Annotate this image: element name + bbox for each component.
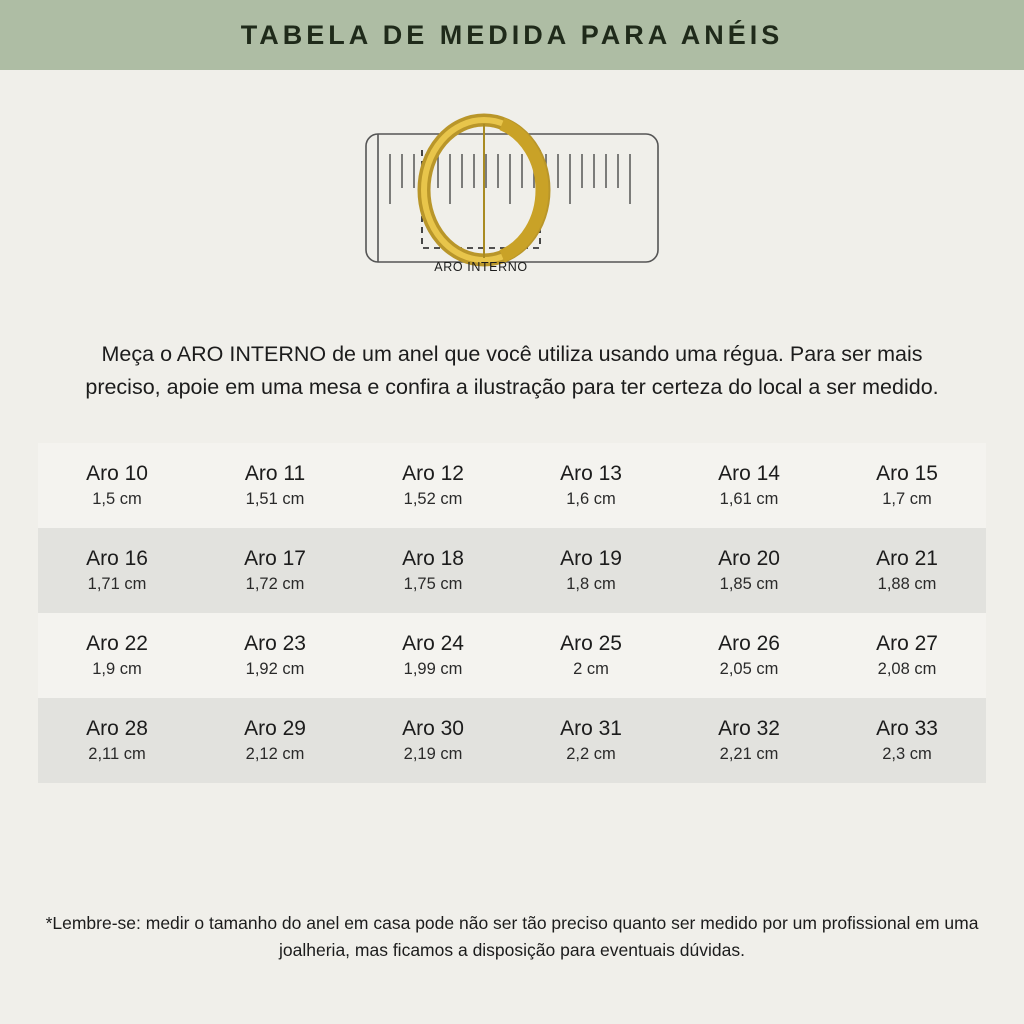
size-value: 1,99 cm [403,659,463,678]
size-value: 1,6 cm [566,489,616,508]
size-cell [38,528,196,613]
size-name: Aro 18 [402,546,464,570]
size-value: 1,7 cm [882,489,932,508]
page-title: TABELA DE MEDIDA PARA ANÉIS [240,19,784,50]
size-value: 2,08 cm [877,659,937,678]
size-name: Aro 29 [244,716,306,740]
size-cell [354,698,512,783]
size-value: 2 cm [573,659,609,678]
size-name: Aro 33 [876,716,938,740]
instruction-text: Meça o ARO INTERNO de um anel que você utiliza usando uma régua. Para ser mais preciso, apoie em uma mesa e confira a ilustração para ter certeza do local a ser medido. [85,342,939,400]
size-name: Aro 25 [560,631,622,655]
size-name: Aro 26 [718,631,780,655]
size-value: 2,19 cm [403,744,463,763]
size-value: 1,71 cm [87,574,147,593]
size-cell [512,443,670,528]
size-value: 2,2 cm [566,744,616,763]
size-cell [354,528,512,613]
size-value: 2,05 cm [719,659,779,678]
size-name: Aro 20 [718,546,780,570]
size-name: Aro 14 [718,461,780,485]
size-value: 2,3 cm [882,744,932,763]
size-cell [670,698,828,783]
size-name: Aro 24 [402,631,464,655]
aro-interno-label: ARO INTERNO [434,260,528,274]
size-cell [38,443,196,528]
size-cell [512,528,670,613]
size-name: Aro 11 [244,461,306,485]
size-name: Aro 32 [718,716,780,740]
size-name: Aro 16 [86,546,148,570]
size-cell [38,613,196,698]
size-value: 1,9 cm [92,659,142,678]
size-name: Aro 21 [876,546,938,570]
size-name: Aro 19 [560,546,622,570]
size-cell [828,528,986,613]
footnote-text: *Lembre-se: medir o tamanho do anel em casa pode não ser tão preciso quanto ser medido por um profissional em uma joalheria, mas ficamos a disposição para eventuais dúvidas. [45,912,979,960]
size-cell [196,613,354,698]
illustration-section [0,70,1024,332]
size-name: Aro 31 [560,716,622,740]
size-name: Aro 13 [560,461,622,485]
size-cell [354,613,512,698]
size-cell [670,613,828,698]
table-row [38,528,986,613]
size-cell [196,698,354,783]
size-name: Aro 23 [244,631,306,655]
size-cell [828,613,986,698]
size-name: Aro 30 [402,716,464,740]
size-value: 1,61 cm [719,489,779,508]
size-cell [828,443,986,528]
size-value: 1,51 cm [245,489,305,508]
page-header [0,0,1024,70]
size-name: Aro 12 [402,461,464,485]
size-cell [670,443,828,528]
size-cell [196,528,354,613]
size-value: 1,88 cm [877,574,937,593]
size-name: Aro 22 [86,631,148,655]
size-cell [670,528,828,613]
size-name: Aro 17 [244,546,306,570]
size-cell [512,698,670,783]
ring-measurement-illustration [362,112,662,302]
size-value: 1,75 cm [403,574,463,593]
size-value: 1,72 cm [245,574,305,593]
size-value: 1,85 cm [719,574,779,593]
size-cell [828,698,986,783]
size-name: Aro 10 [86,461,148,485]
table-row [38,613,986,698]
size-cell [196,443,354,528]
size-value: 1,92 cm [245,659,305,678]
size-value: 1,52 cm [403,489,463,508]
size-name: Aro 15 [876,461,938,485]
ring-size-table [38,443,986,783]
size-name: Aro 28 [86,716,148,740]
size-value: 2,12 cm [245,744,305,763]
size-value: 2,11 cm [88,744,146,763]
size-cell [38,698,196,783]
table-row [38,698,986,783]
size-cell [354,443,512,528]
size-value: 1,5 cm [92,489,142,508]
table-row [38,443,986,528]
size-value: 1,8 cm [566,574,616,593]
size-value: 2,21 cm [719,744,779,763]
size-name: Aro 27 [876,631,938,655]
size-cell [512,613,670,698]
